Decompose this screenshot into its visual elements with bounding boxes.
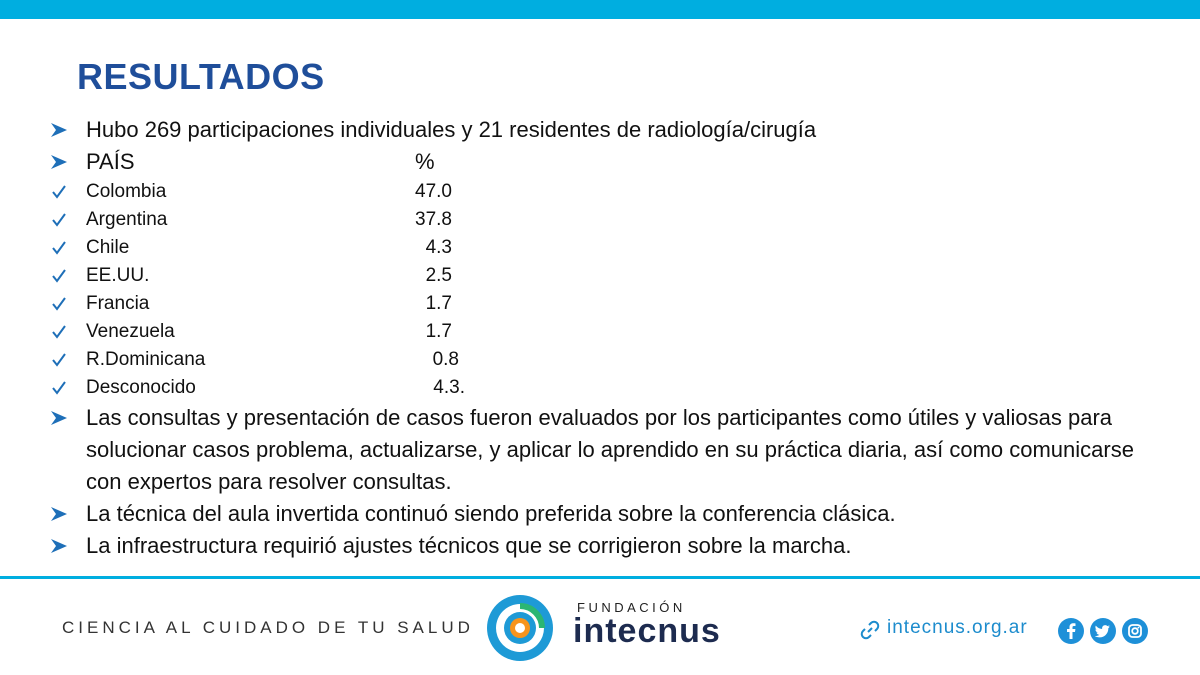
country-row — [50, 290, 1170, 318]
check-icon — [52, 381, 66, 395]
top-accent-bar — [0, 0, 1200, 19]
logo-wordmark: intecnus — [573, 612, 721, 650]
bullet-evaluation — [50, 402, 1170, 498]
country-column-label: PAÍS — [86, 149, 135, 174]
bullet-text: Hubo 269 participaciones individuales y 21 residentes de radiología/cirugía — [86, 117, 817, 142]
bullet-country-header — [50, 146, 1170, 178]
bullet-participations — [50, 114, 1170, 146]
country-row — [50, 346, 1170, 374]
country-name: Francia — [86, 293, 150, 314]
logo-subtitle: FUNDACIÓN — [577, 600, 686, 615]
country-percent: 47.0 — [415, 181, 452, 202]
arrow-bullet-icon — [50, 538, 68, 554]
check-icon — [52, 185, 66, 199]
country-name: EE.UU. — [86, 265, 150, 286]
country-percent: 0.8 — [432, 349, 459, 370]
check-icon — [52, 241, 66, 255]
check-icon — [52, 297, 66, 311]
country-name: Colombia — [86, 181, 167, 202]
footer-divider — [0, 576, 1200, 579]
bullet-text: Las consultas y presentación de casos fueron evaluados por los participantes como útiles y valiosas para solucionar casos problema, actualizarse, y aplicar lo aprendido en su práctica diaria, así como comunicarse con expertos para resolver consultas. — [86, 405, 1134, 494]
country-row — [50, 374, 1170, 402]
slide-content — [50, 114, 1170, 562]
check-icon — [52, 269, 66, 283]
country-percent: 1.7 — [425, 321, 452, 342]
footer-slogan: CIENCIA AL CUIDADO DE TU SALUD — [62, 618, 474, 637]
facebook-icon[interactable] — [1058, 618, 1084, 644]
bullet-infrastructure — [50, 530, 1170, 562]
country-row — [50, 234, 1170, 262]
country-name: Argentina — [86, 209, 168, 230]
country-row — [50, 206, 1170, 234]
arrow-bullet-icon — [50, 122, 68, 138]
check-icon — [52, 353, 66, 367]
percent-column-label: % — [415, 149, 435, 174]
slide-title: RESULTADOS — [77, 56, 325, 97]
bullet-text: La técnica del aula invertida continuó siendo preferida sobre la conferencia clásica. — [86, 501, 896, 526]
country-percent: 4.3 — [425, 237, 452, 258]
country-name: Desconocido — [86, 377, 196, 398]
country-name: R.Dominicana — [86, 349, 206, 370]
check-icon — [52, 325, 66, 339]
country-name: Venezuela — [86, 321, 175, 342]
intecnus-logo-icon — [484, 592, 556, 664]
arrow-bullet-icon — [50, 154, 68, 170]
country-row — [50, 262, 1170, 290]
bullet-flipped-classroom — [50, 498, 1170, 530]
country-row — [50, 178, 1170, 206]
link-icon — [860, 620, 880, 640]
country-name: Chile — [86, 237, 130, 258]
country-percent: 2.5 — [425, 265, 452, 286]
country-percent: 1.7 — [425, 293, 452, 314]
country-percent: 37.8 — [415, 209, 452, 230]
check-icon — [52, 213, 66, 227]
country-percent: 4.3. — [433, 377, 465, 398]
country-row — [50, 318, 1170, 346]
arrow-bullet-icon — [50, 506, 68, 522]
bullet-text: La infraestructura requirió ajustes técnicos que se corrigieron sobre la marcha. — [86, 533, 852, 558]
website-link[interactable]: intecnus.org.ar — [887, 617, 1028, 638]
instagram-icon[interactable] — [1122, 618, 1148, 644]
twitter-icon[interactable] — [1090, 618, 1116, 644]
arrow-bullet-icon — [50, 410, 68, 426]
